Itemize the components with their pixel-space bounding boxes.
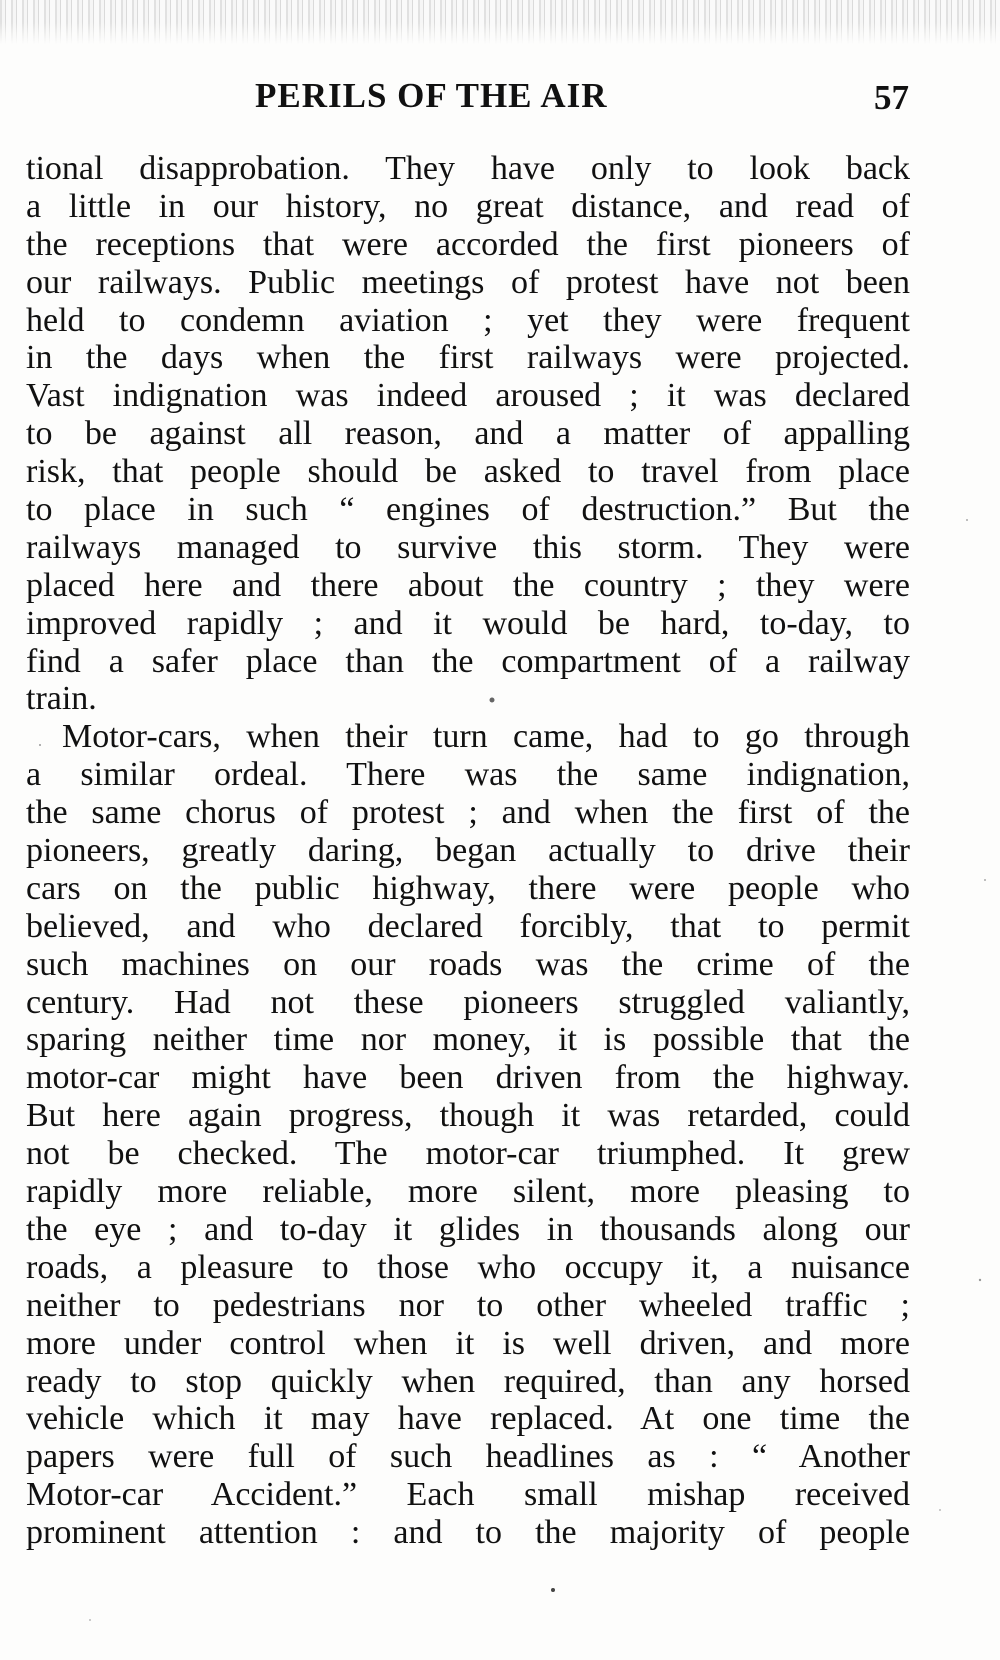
text-line: more under control when it is well driven, and more <box>26 1324 910 1362</box>
text-line: to be against all reason, and a matter of appalling <box>26 415 910 453</box>
text-line: not be checked. The motor-car triumphed. It grew <box>26 1135 910 1173</box>
text-line: the same chorus of protest ; and when the first of the <box>26 794 910 832</box>
text-line: such machines on our roads was the crime of the <box>26 945 910 983</box>
text-line: roads, a pleasure to those who occupy it, a nuisance <box>26 1248 910 1286</box>
text-line: the receptions that were accorded the first pioneers of <box>26 225 910 263</box>
text-line: a similar ordeal. There was the same indignation, <box>26 756 910 794</box>
text-line: Motor-car Accident.” Each small mishap received <box>26 1476 910 1514</box>
text-line: pioneers, greatly daring, began actually to drive their <box>26 832 910 870</box>
text-line: prominent attention : and to the majority of people <box>26 1514 910 1552</box>
text-line: our railways. Public meetings of protest have not been <box>26 263 910 301</box>
text-line: Vast indignation was indeed aroused ; it was declared <box>26 377 910 415</box>
text-line: sparing neither time nor money, it is possible that the <box>26 1021 910 1059</box>
text-line: tional disapprobation. They have only to look back <box>26 150 910 187</box>
text-line: But here again progress, though it was retarded, could <box>26 1097 910 1135</box>
text-line: believed, and who declared forcibly, that to permit <box>26 907 910 945</box>
text-line: to place in such “ engines of destruction.” But the <box>26 491 910 529</box>
text-line: risk, that people should be asked to travel from place <box>26 453 910 491</box>
text-line: century. Had not these pioneers struggled valiantly, <box>26 983 910 1021</box>
page-number: 57 <box>874 78 909 117</box>
text-line: cars on the public highway, there were people who <box>26 869 910 907</box>
text-line: in the days when the first railways were projected. <box>26 339 910 377</box>
text-line: ready to stop quickly when required, than any horsed <box>26 1362 910 1400</box>
text-line: motor-car might have been driven from the highway. <box>26 1059 910 1097</box>
text-line: improved rapidly ; and it would be hard, to-day, to <box>26 604 910 642</box>
text-line: railways managed to survive this storm. They were <box>26 528 910 566</box>
scan-edge-noise <box>0 0 1000 44</box>
text-line: find a safer place than the compartment of a railway <box>26 642 910 680</box>
text-line: held to condemn aviation ; yet they were frequent <box>26 301 910 339</box>
body-text <box>26 150 910 1552</box>
text-line: neither to pedestrians nor to other wheeled traffic ; <box>26 1286 910 1324</box>
text-line: train. <box>26 680 97 718</box>
running-title: PERILS OF THE AIR <box>255 76 608 115</box>
text-line: the eye ; and to-day it glides in thousands along our <box>26 1210 910 1248</box>
text-line: Motor-cars, when their turn came, had to go through <box>62 718 910 756</box>
text-line: papers were full of such headlines as : “ Another <box>26 1438 910 1476</box>
text-line: vehicle which it may have replaced. At one time the <box>26 1400 910 1438</box>
text-line: rapidly more reliable, more silent, more pleasing to <box>26 1173 910 1211</box>
text-line: a little in our history, no great distance, and read of <box>26 187 910 225</box>
text-line: placed here and there about the country ; they were <box>26 566 910 604</box>
running-header <box>0 76 1000 124</box>
